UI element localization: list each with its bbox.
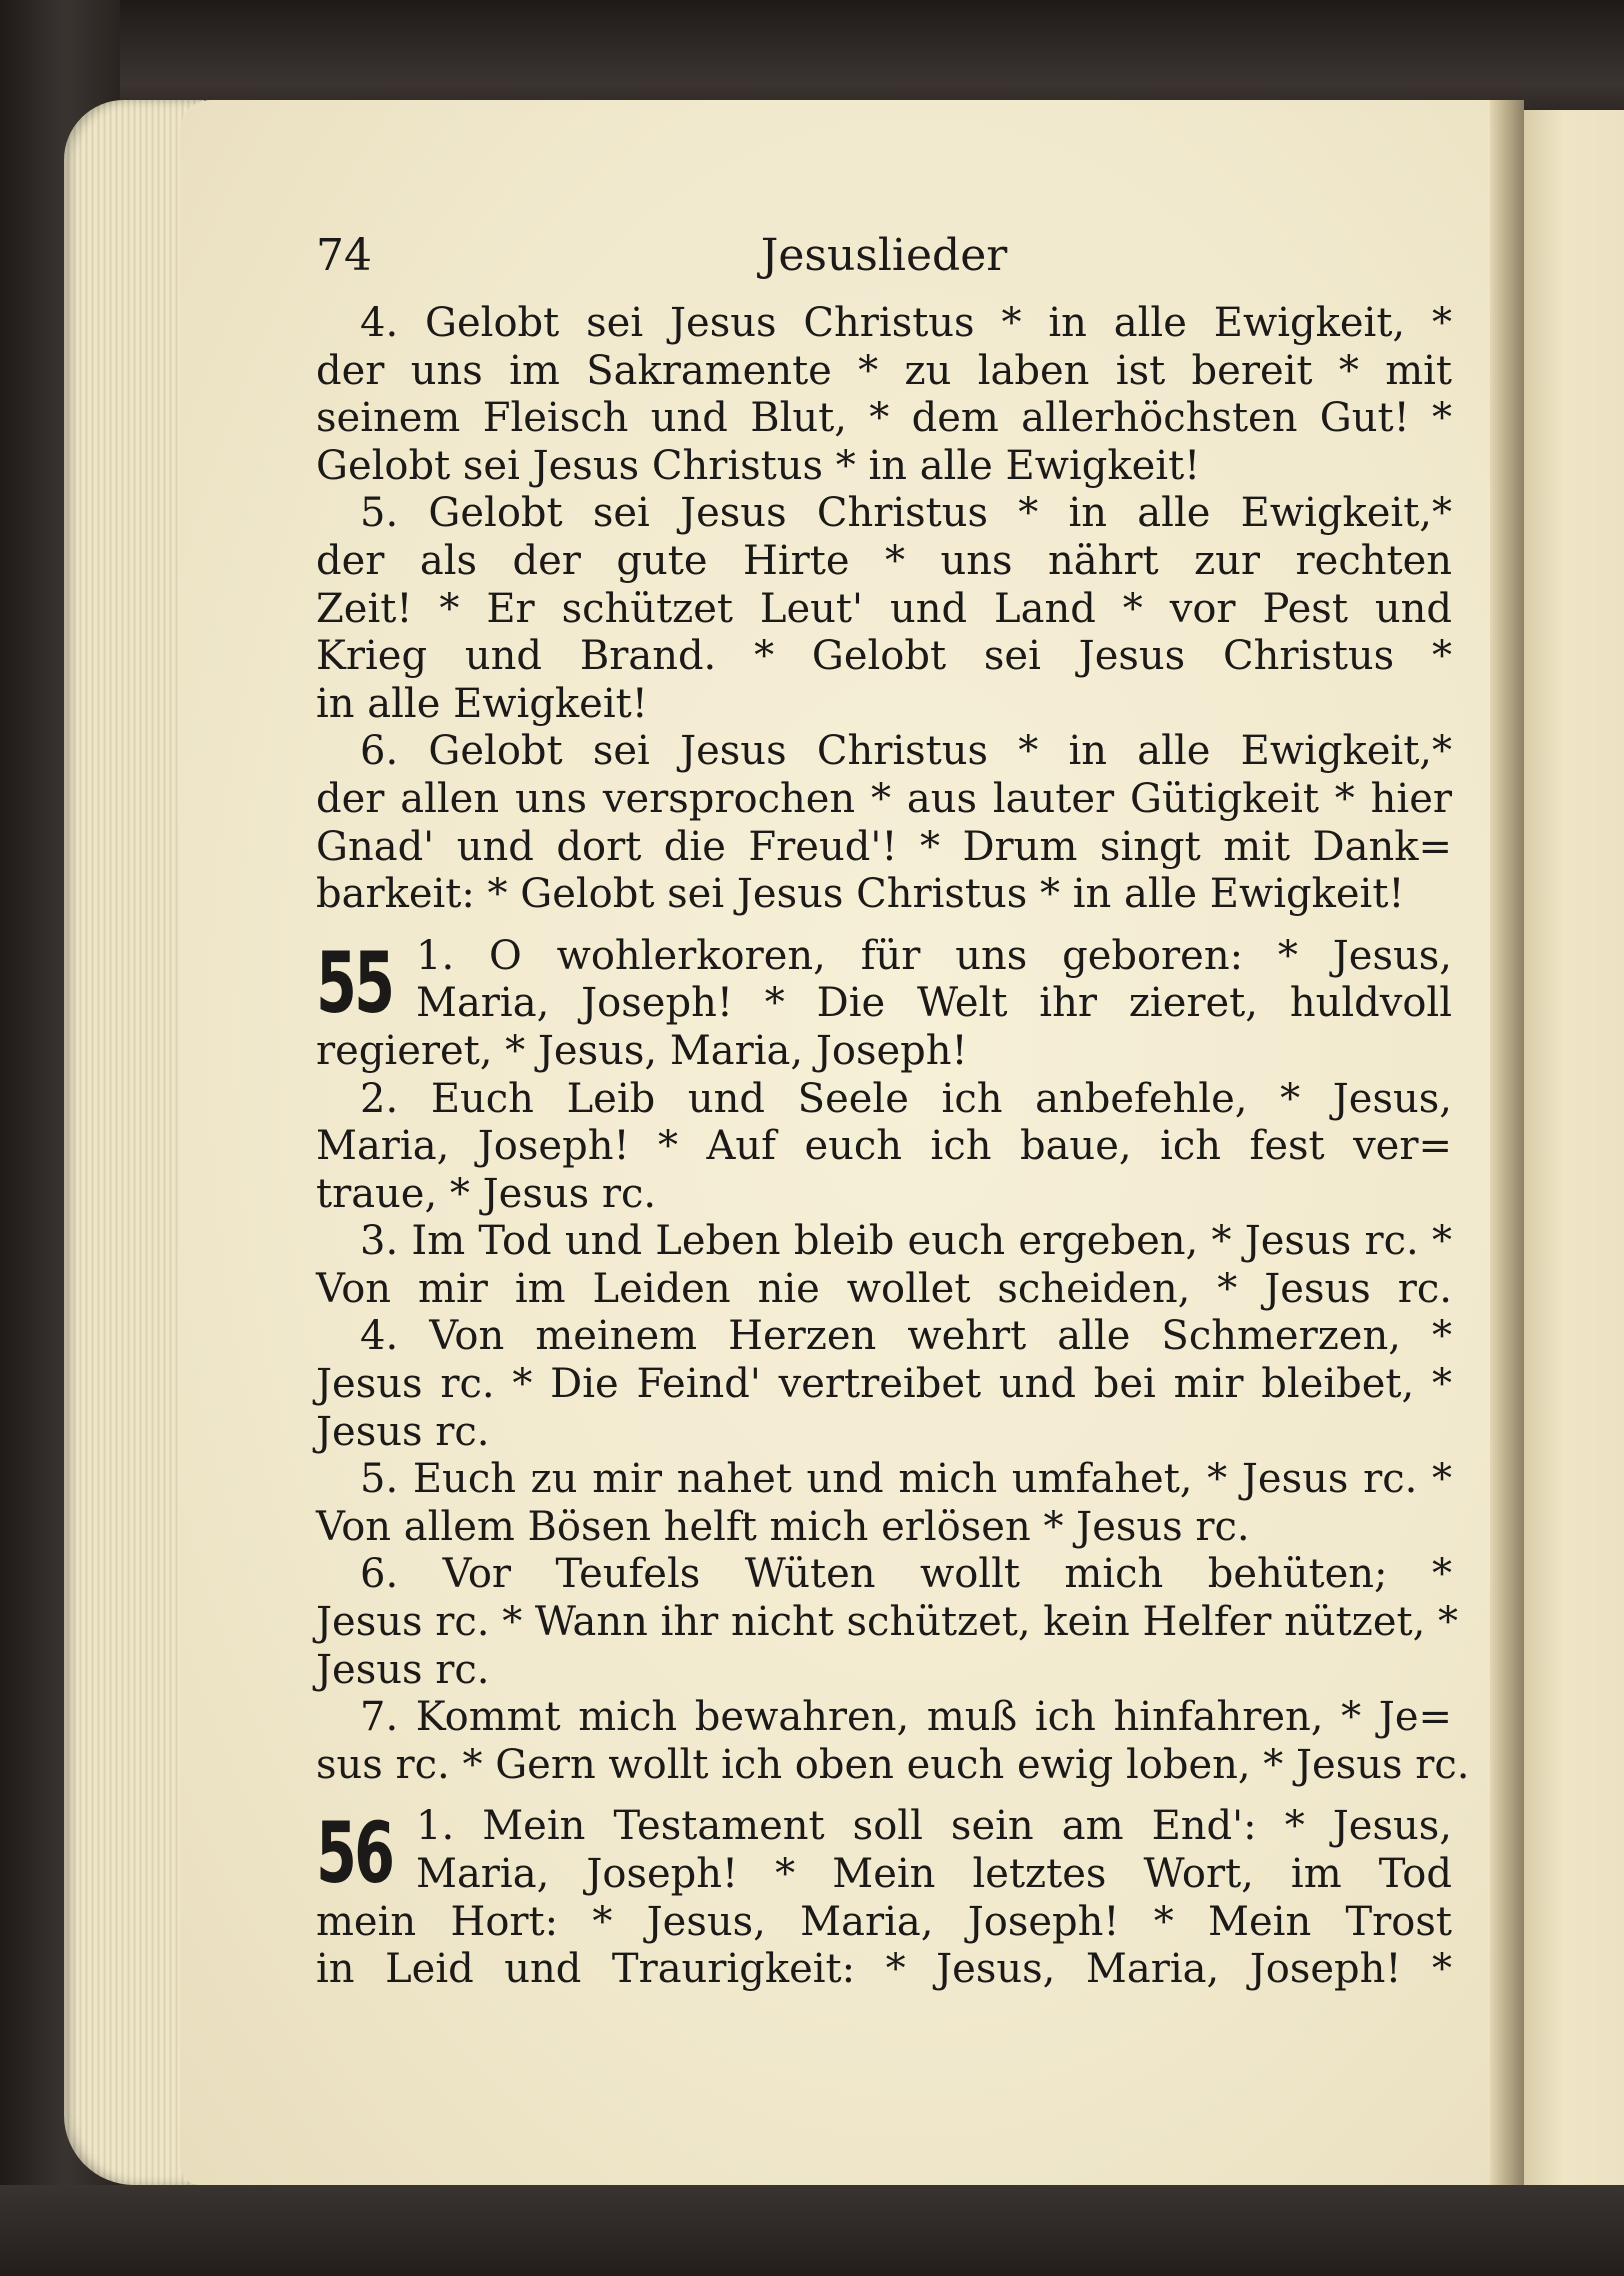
verse-line: in Leid und Traurigkeit: * Jesus, Maria, Joseph! * [316, 1946, 1452, 1993]
verse-line: mein Hort: * Jesus, Maria, Joseph! * Mein Trost [316, 1898, 1452, 1945]
book-gutter [1490, 100, 1524, 2185]
page-header [316, 230, 1452, 300]
verse-line: in alle Ewigkeit! [316, 680, 648, 727]
verse [316, 1456, 1452, 1551]
song-number: 55 [316, 933, 393, 1032]
verse [316, 1313, 1452, 1456]
verse-line: Jesus rc. [316, 1646, 490, 1693]
verse [316, 1076, 1452, 1219]
verse [316, 728, 1452, 918]
verse-line: traue, * Jesus rc. [316, 1170, 657, 1217]
song-56 [316, 1803, 1452, 1993]
verse-line: der allen uns versprochen * aus lauter Gütigkeit * hier [316, 775, 1452, 822]
verse-line: Jesus rc. * Wann ihr nicht schützet, kein Helfer nützet, * [316, 1599, 1458, 1646]
verse-line: Krieg und Brand. * Gelobt sei Jesus Christus * [316, 633, 1452, 680]
verse-line: Von mir im Leiden nie wollet scheiden, * Jesus rc. [316, 1265, 1452, 1312]
verse-line: sus rc. * Gern wollt ich oben euch ewig loben, * Jesus rc. [316, 1741, 1470, 1788]
verse-line: der uns im Sakramente * zu laben ist bereit * mit [316, 347, 1452, 394]
verse-line: Maria, Joseph! * Auf euch ich baue, ich fest ver= [316, 1123, 1452, 1170]
verse-line: 5. Gelobt sei Jesus Christus * in alle Ewigkeit,* [360, 490, 1452, 537]
verse-line: 4. Von meinem Herzen wehrt alle Schmerzen, * [360, 1313, 1452, 1360]
song-number: 56 [316, 1804, 393, 1903]
verse-line: Von allem Bösen helft mich erlösen * Jesus rc. [316, 1503, 1250, 1550]
verse-line: 6. Gelobt sei Jesus Christus * in alle Ewigkeit,* [360, 728, 1452, 775]
verse-line: Zeit! * Er schützet Leut' und Land * vor Pest und [316, 585, 1452, 632]
verse-line: Jesus rc. * Die Feind' vertreibet und bei mir bleibet, * [316, 1361, 1452, 1408]
verse [316, 1218, 1452, 1313]
verse [316, 300, 1452, 490]
verse-line: seinem Fleisch und Blut, * dem allerhöchsten Gut! * [316, 395, 1452, 442]
verse-line: 1. Mein Testament soll sein am End': * Jesus, [416, 1803, 1452, 1850]
verse-line: Maria, Joseph! * Die Welt ihr zieret, huldvoll [416, 980, 1452, 1027]
verse-line: 7. Kommt mich bewahren, muß ich hinfahren, * Je= [360, 1694, 1452, 1741]
verse-line: 1. O wohlerkoren, für uns geboren: * Jesus, [416, 932, 1452, 979]
verse-line: Maria, Joseph! * Mein letztes Wort, im Tod [416, 1851, 1452, 1897]
verse-line: 3. Im Tod und Leben bleib euch ergeben, * Jesus rc. * [360, 1218, 1452, 1265]
verse-line: 4. Gelobt sei Jesus Christus * in alle Ewigkeit, * [360, 300, 1452, 346]
verse [316, 1803, 1452, 1993]
verse [316, 933, 1452, 1076]
verse-line: der als der gute Hirte * uns nährt zur rechten [316, 537, 1452, 584]
verse [316, 1694, 1470, 1789]
verse-line: regieret, * Jesus, Maria, Joseph! [316, 1027, 968, 1074]
verse-line: Gelobt sei Jesus Christus * in alle Ewigkeit! [316, 442, 1201, 489]
verse-line: 2. Euch Leib und Seele ich anbefehle, * Jesus, [360, 1075, 1452, 1122]
facing-page-edge [1524, 110, 1624, 2276]
verse [316, 490, 1452, 728]
page-text [316, 230, 1470, 1994]
verse-line: Jesus rc. [316, 1408, 490, 1455]
page-number: 74 [316, 230, 372, 281]
verse-line: barkeit: * Gelobt sei Jesus Christus * in alle Ewigkeit! [316, 871, 1405, 918]
verse-line: 5. Euch zu mir nahet und mich umfahet, * Jesus rc. * [360, 1456, 1452, 1503]
verse-line: Gnad' und dort die Freud'! * Drum singt mit Dank= [316, 823, 1452, 870]
running-title: Jesuslieder [760, 230, 1008, 281]
song-55 [316, 932, 1470, 1790]
verse-line: 6. Vor Teufels Wüten wollt mich behüten; * [360, 1551, 1452, 1598]
verse [316, 1551, 1458, 1694]
book-cover-bottom [0, 2185, 1624, 2276]
